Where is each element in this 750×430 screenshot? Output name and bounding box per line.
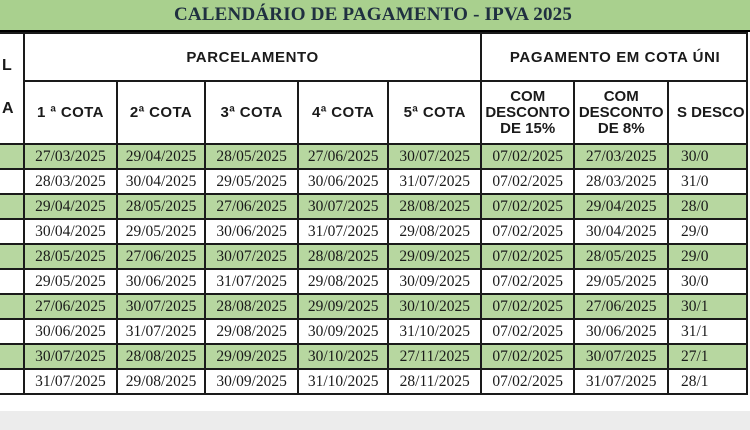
table-row — [0, 219, 747, 244]
date-cell: 30/09/2025 — [388, 269, 480, 294]
date-cell: 28/05/2025 — [117, 194, 206, 219]
column-header: COM DESCONTO DE 15% — [481, 81, 575, 144]
page-title: CALENDÁRIO DE PAGAMENTO - IPVA 2025 — [173, 4, 573, 25]
date-cell: 30/0 — [668, 269, 747, 294]
date-cell: 29/09/2025 — [388, 244, 480, 269]
date-cell: 27/06/2025 — [24, 294, 116, 319]
column-header: COM DESCONTO DE 8% — [574, 81, 668, 144]
row-lead-cell — [0, 369, 24, 394]
date-cell: 27/11/2025 — [388, 344, 480, 369]
date-cell: 27/03/2025 — [574, 144, 668, 169]
date-cell: 28/1 — [668, 369, 747, 394]
date-cell: 30/04/2025 — [24, 219, 116, 244]
date-cell: 30/07/2025 — [24, 344, 116, 369]
date-cell: 29/04/2025 — [574, 194, 668, 219]
date-cell: 28/08/2025 — [298, 244, 389, 269]
title-bar — [0, 0, 750, 32]
date-cell: 28/05/2025 — [205, 144, 297, 169]
date-cell: 29/08/2025 — [205, 319, 297, 344]
table-row — [0, 344, 747, 369]
date-cell: 29/05/2025 — [24, 269, 116, 294]
date-cell: 31/07/2025 — [388, 169, 480, 194]
date-cell: 30/07/2025 — [388, 144, 480, 169]
date-cell: 31/07/2025 — [574, 369, 668, 394]
date-cell: 07/02/2025 — [481, 194, 575, 219]
date-cell: 30/09/2025 — [205, 369, 297, 394]
date-cell: 28/11/2025 — [388, 369, 480, 394]
date-cell: 30/07/2025 — [205, 244, 297, 269]
date-cell: 31/10/2025 — [298, 369, 389, 394]
row-lead-cell — [0, 144, 24, 169]
row-lead-cell — [0, 344, 24, 369]
table-row — [0, 244, 747, 269]
date-cell: 27/06/2025 — [117, 244, 206, 269]
date-cell: 31/07/2025 — [298, 219, 389, 244]
date-cell: 30/06/2025 — [24, 319, 116, 344]
date-cell: 31/0 — [668, 169, 747, 194]
date-cell: 29/08/2025 — [117, 369, 206, 394]
date-cell: 30/07/2025 — [117, 294, 206, 319]
column-header: 2ª COTA — [117, 81, 206, 144]
row-lead-cell — [0, 169, 24, 194]
date-cell: 27/1 — [668, 344, 747, 369]
header-row-groups — [0, 33, 747, 81]
row-lead-cell — [0, 244, 24, 269]
group-header-cota-unica: PAGAMENTO EM COTA ÚNI — [481, 33, 747, 81]
date-cell: 28/05/2025 — [574, 244, 668, 269]
left-column-fragment: A — [2, 100, 14, 117]
date-cell: 07/02/2025 — [481, 169, 575, 194]
row-lead-cell — [0, 194, 24, 219]
date-cell: 27/06/2025 — [205, 194, 297, 219]
table-row — [0, 369, 747, 394]
date-cell: 07/02/2025 — [481, 369, 575, 394]
date-cell: 29/04/2025 — [24, 194, 116, 219]
date-cell: 31/07/2025 — [205, 269, 297, 294]
bottom-strip — [0, 411, 750, 430]
date-cell: 30/07/2025 — [298, 194, 389, 219]
date-cell: 29/09/2025 — [298, 294, 389, 319]
date-cell: 29/09/2025 — [205, 344, 297, 369]
calendar-table — [0, 32, 748, 395]
column-header: 4ª COTA — [298, 81, 389, 144]
date-cell: 28/03/2025 — [24, 169, 116, 194]
date-cell: 30/06/2025 — [298, 169, 389, 194]
date-cell: 29/0 — [668, 219, 747, 244]
date-cell: 30/1 — [668, 294, 747, 319]
date-cell: 30/04/2025 — [117, 169, 206, 194]
group-header-parcelamento: PARCELAMENTO — [24, 33, 481, 81]
row-lead-cell — [0, 319, 24, 344]
date-cell: 30/04/2025 — [574, 219, 668, 244]
table-row — [0, 294, 747, 319]
date-cell: 29/0 — [668, 244, 747, 269]
date-cell: 31/07/2025 — [24, 369, 116, 394]
date-cell: 30/06/2025 — [205, 219, 297, 244]
date-cell: 30/10/2025 — [298, 344, 389, 369]
date-cell: 29/04/2025 — [117, 144, 206, 169]
date-cell: 27/06/2025 — [574, 294, 668, 319]
table-row — [0, 169, 747, 194]
date-cell: 29/05/2025 — [117, 219, 206, 244]
date-cell: 31/10/2025 — [388, 319, 480, 344]
date-cell: 30/0 — [668, 144, 747, 169]
date-cell: 31/1 — [668, 319, 747, 344]
date-cell: 28/03/2025 — [574, 169, 668, 194]
date-cell: 07/02/2025 — [481, 144, 575, 169]
row-lead-cell — [0, 269, 24, 294]
table-row — [0, 144, 747, 169]
date-cell: 30/06/2025 — [574, 319, 668, 344]
date-cell: 27/03/2025 — [24, 144, 116, 169]
column-header: 5ª COTA — [388, 81, 480, 144]
date-cell: 29/05/2025 — [205, 169, 297, 194]
row-lead-cell — [0, 294, 24, 319]
date-cell: 28/08/2025 — [117, 344, 206, 369]
date-cell: 07/02/2025 — [481, 344, 575, 369]
date-cell: 30/10/2025 — [388, 294, 480, 319]
date-cell: 07/02/2025 — [481, 294, 575, 319]
date-cell: 31/07/2025 — [117, 319, 206, 344]
date-cell: 07/02/2025 — [481, 219, 575, 244]
date-cell: 07/02/2025 — [481, 269, 575, 294]
date-cell: 30/07/2025 — [574, 344, 668, 369]
column-header: 3ª COTA — [205, 81, 297, 144]
date-cell: 28/08/2025 — [205, 294, 297, 319]
date-cell: 28/05/2025 — [24, 244, 116, 269]
column-header: 1 ª COTA — [24, 81, 116, 144]
row-lead-cell — [0, 219, 24, 244]
date-cell: 29/08/2025 — [298, 269, 389, 294]
table-body — [0, 144, 747, 394]
table-row — [0, 319, 747, 344]
column-header: S DESCO — [668, 81, 747, 144]
date-cell: 28/0 — [668, 194, 747, 219]
date-cell: 28/08/2025 — [388, 194, 480, 219]
date-cell: 29/05/2025 — [574, 269, 668, 294]
header-row-columns — [0, 81, 747, 144]
left-column-fragment: L — [2, 57, 12, 74]
table-row — [0, 194, 747, 219]
date-cell: 27/06/2025 — [298, 144, 389, 169]
date-cell: 29/08/2025 — [388, 219, 480, 244]
table-row — [0, 269, 747, 294]
date-cell: 07/02/2025 — [481, 244, 575, 269]
date-cell: 07/02/2025 — [481, 319, 575, 344]
date-cell: 30/09/2025 — [298, 319, 389, 344]
left-column-header — [0, 33, 24, 144]
date-cell: 30/06/2025 — [117, 269, 206, 294]
